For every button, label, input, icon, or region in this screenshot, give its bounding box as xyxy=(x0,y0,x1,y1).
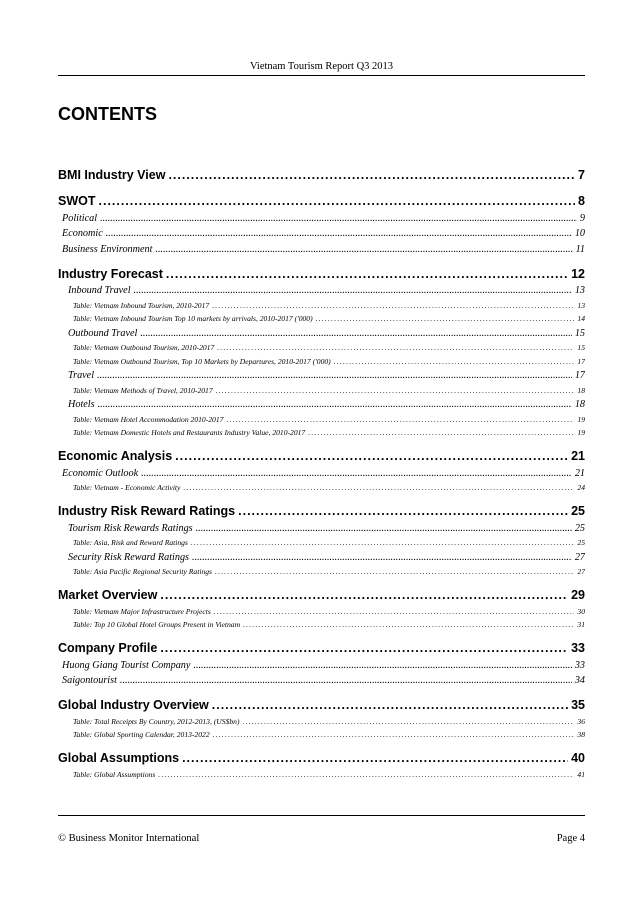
toc-subsection-entry[interactable] xyxy=(58,518,585,534)
running-header: Vietnam Tourism Report Q3 2013 xyxy=(249,61,394,72)
toc-entry-title: Table: Global Assumptions xyxy=(73,769,156,779)
toc-page-number: 17 xyxy=(577,356,585,366)
footer-copyright: © Business Monitor International xyxy=(58,833,200,844)
toc-entry-title: Table: Asia Pacific Regional Security Ratings xyxy=(73,567,212,576)
toc-section-entry[interactable] xyxy=(58,580,585,602)
toc-section-entry[interactable] xyxy=(58,441,585,463)
toc-entry-title: Table: Vietnam - Economic Activity xyxy=(73,483,181,492)
toc-entry-title: SWOT xyxy=(58,194,96,208)
toc-dot-leader xyxy=(214,607,575,616)
toc-table-entry[interactable] xyxy=(58,616,585,630)
toc-dot-leader xyxy=(97,370,572,381)
toc-page-number: 25 xyxy=(571,504,585,518)
toc-table-entry[interactable] xyxy=(58,479,585,493)
toc-entry-title: BMI Industry View xyxy=(58,168,166,182)
toc-page-number: 30 xyxy=(577,606,585,616)
toc-entry-title: Table: Top 10 Global Hotel Groups Present in Vietnam xyxy=(73,620,241,629)
toc-subsection-entry[interactable] xyxy=(58,224,585,240)
toc-entry-title: Saigontourist xyxy=(62,675,117,686)
toc-entry-title: Political xyxy=(62,212,98,224)
toc-dot-leader xyxy=(155,244,572,255)
toc-dot-leader xyxy=(243,717,575,726)
toc-dot-leader xyxy=(243,620,574,629)
toc-entry-title: Table: Vietnam Hotel Accommodation 2010-2017 xyxy=(73,414,224,424)
toc-entry-title: Table: Vietnam Inbound Tourism, 2010-2017 xyxy=(73,300,210,310)
toc-entry-title: Table: Total Receipts By Country, 2012-2013, (US$bn) xyxy=(73,716,240,726)
toc-page-number: 18 xyxy=(574,399,585,410)
toc-subsection-entry[interactable] xyxy=(58,547,585,563)
toc-page-number: 9 xyxy=(579,212,585,224)
toc-page-number: 36 xyxy=(577,716,585,726)
toc-entry-title: Company Profile xyxy=(58,641,158,655)
toc-page-number: 7 xyxy=(578,168,585,182)
toc-subsection-entry[interactable] xyxy=(58,323,585,339)
toc-dot-leader xyxy=(182,751,568,765)
toc-table-entry[interactable] xyxy=(58,310,585,324)
toc-dot-leader xyxy=(98,399,572,410)
toc-dot-leader xyxy=(316,314,575,323)
toc-dot-leader xyxy=(215,567,574,576)
toc-dot-leader xyxy=(216,386,575,395)
toc-entry-title: Table: Vietnam Major Infrastructure Projects xyxy=(73,606,211,616)
toc-subsection-entry[interactable] xyxy=(58,395,585,411)
toc-dot-leader xyxy=(196,523,572,534)
toc-dot-leader xyxy=(106,228,572,239)
toc-dot-leader xyxy=(212,301,574,310)
toc-table-entry[interactable] xyxy=(58,602,585,616)
toc-page-number: 27 xyxy=(577,567,585,576)
toc-entry-title: Table: Vietnam Domestic Hotels and Restaurants Industry Value, 2010-2017 xyxy=(73,428,306,437)
toc-section-entry[interactable] xyxy=(58,186,585,208)
toc-entry-title: Security Risk Reward Ratings xyxy=(68,551,190,563)
page-title: CONTENTS xyxy=(58,104,157,124)
toc-dot-leader xyxy=(191,538,575,547)
toc-page-number: 18 xyxy=(577,385,585,395)
toc-section-entry[interactable] xyxy=(58,633,585,655)
toc-subsection-entry[interactable] xyxy=(58,463,585,479)
toc-page-number: 25 xyxy=(574,522,585,534)
toc-section-entry[interactable] xyxy=(58,743,585,765)
toc-subsection-entry[interactable] xyxy=(58,281,585,297)
toc-page-number: 40 xyxy=(571,751,585,765)
toc-table-entry[interactable] xyxy=(58,534,585,548)
toc-page-number: 11 xyxy=(575,243,585,255)
toc-dot-leader xyxy=(160,641,568,655)
toc-dot-leader xyxy=(226,415,574,424)
toc-page-number: 29 xyxy=(571,588,585,602)
toc-page-number: 41 xyxy=(577,769,585,779)
toc-entry-title: Table: Vietnam Inbound Tourism Top 10 markets by arrivals, 2010-2017 ('000) xyxy=(73,314,313,323)
toc-dot-leader xyxy=(213,730,575,739)
toc-subsection-entry[interactable] xyxy=(58,208,585,224)
toc-entry-title: Huong Giang Tourist Company xyxy=(62,659,191,671)
toc-dot-leader xyxy=(158,770,574,779)
footer-rule xyxy=(58,815,585,816)
toc-table-entry[interactable] xyxy=(58,296,585,310)
toc-dot-leader xyxy=(193,660,571,671)
toc-dot-leader xyxy=(308,428,574,437)
toc-dot-leader xyxy=(217,343,574,352)
toc-dot-leader xyxy=(212,698,568,712)
toc-dot-leader xyxy=(192,552,572,563)
toc-dot-leader xyxy=(168,168,575,182)
toc-page-number: 13 xyxy=(574,285,585,296)
toc-entry-title: Travel xyxy=(68,370,95,381)
toc-page-number: 31 xyxy=(577,620,585,629)
toc-dot-leader xyxy=(160,588,568,602)
toc-subsection-entry[interactable] xyxy=(58,239,585,255)
toc-dot-leader xyxy=(334,357,575,366)
toc-page-number: 15 xyxy=(577,343,585,352)
toc-entry-title: Inbound Travel xyxy=(68,285,131,296)
toc-page-number: 33 xyxy=(571,641,585,655)
toc-dot-leader xyxy=(141,468,572,479)
toc-entry-title: Table: Vietnam Outbound Tourism, 2010-2017 xyxy=(73,343,215,352)
toc-table-entry[interactable] xyxy=(58,424,585,438)
toc-page-number: 34 xyxy=(574,675,585,686)
footer-page-number: Page 4 xyxy=(556,833,585,844)
toc-section-entry[interactable] xyxy=(58,259,585,281)
toc-subsection-entry[interactable] xyxy=(58,366,585,382)
toc-dot-leader xyxy=(166,267,568,281)
toc-page-number: 14 xyxy=(577,314,585,323)
toc-page-number: 19 xyxy=(577,414,585,424)
toc-section-entry[interactable] xyxy=(58,496,585,518)
toc-page-number: 19 xyxy=(577,428,585,437)
toc-table-entry[interactable] xyxy=(58,381,585,395)
toc-dot-leader xyxy=(99,194,576,208)
toc-entry-title: Outbound Travel xyxy=(68,327,138,339)
toc-entry-title: Table: Global Sporting Calendar, 2013-2022 xyxy=(73,730,210,739)
toc-dot-leader xyxy=(100,213,577,224)
toc-page-number: 33 xyxy=(574,659,585,671)
toc-table-entry[interactable] xyxy=(58,765,585,779)
toc-table-entry[interactable] xyxy=(58,563,585,577)
toc-entry-title: Hotels xyxy=(68,399,95,410)
toc-page-number: 12 xyxy=(571,266,585,281)
table-of-contents xyxy=(58,156,585,779)
toc-page-number: 15 xyxy=(574,327,585,339)
toc-entry-title: Table: Vietnam Outbound Tourism, Top 10 Markets by Departures, 2010-2017 ('000) xyxy=(73,356,331,366)
toc-entry-title: Economic Analysis xyxy=(58,449,173,463)
toc-section-entry[interactable] xyxy=(58,160,585,182)
toc-page-number: 35 xyxy=(571,698,585,712)
toc-table-entry[interactable] xyxy=(58,712,585,726)
toc-page-number: 17 xyxy=(574,370,585,381)
toc-table-entry[interactable] xyxy=(58,339,585,353)
toc-page-number: 21 xyxy=(571,449,585,463)
toc-page-number: 10 xyxy=(574,228,585,239)
toc-dot-leader xyxy=(120,675,572,686)
toc-page-number: 8 xyxy=(578,194,585,208)
toc-dot-leader xyxy=(175,449,568,463)
toc-entry-title: Table: Asia, Risk and Reward Ratings xyxy=(73,538,188,547)
toc-entry-title: Table: Vietnam Methods of Travel, 2010-2017 xyxy=(73,385,213,395)
toc-entry-title: Global Industry Overview xyxy=(58,698,209,712)
toc-page-number: 13 xyxy=(577,300,585,310)
toc-page-number: 27 xyxy=(574,551,585,563)
toc-entry-title: Industry Risk Reward Ratings xyxy=(58,504,236,518)
toc-table-entry[interactable] xyxy=(58,410,585,424)
toc-page-number: 25 xyxy=(577,538,585,547)
toc-entry-title: Economic xyxy=(62,228,103,239)
toc-entry-title: Market Overview xyxy=(58,588,158,602)
toc-entry-title: Economic Outlook xyxy=(62,467,139,479)
toc-table-entry[interactable] xyxy=(58,726,585,740)
toc-table-entry[interactable] xyxy=(58,352,585,366)
toc-dot-leader xyxy=(134,285,572,296)
toc-dot-leader xyxy=(183,483,574,492)
toc-entry-title: Industry Forecast xyxy=(58,266,163,281)
header-rule xyxy=(58,75,585,76)
toc-entry-title: Global Assumptions xyxy=(58,751,180,765)
toc-page-number: 24 xyxy=(577,483,585,492)
toc-dot-leader xyxy=(140,328,571,339)
toc-subsection-entry[interactable] xyxy=(58,671,585,687)
toc-page-number: 21 xyxy=(574,467,585,479)
toc-page-number: 38 xyxy=(577,730,585,739)
toc-entry-title: Tourism Risk Rewards Ratings xyxy=(68,522,193,534)
toc-subsection-entry[interactable] xyxy=(58,655,585,671)
toc-dot-leader xyxy=(238,504,568,518)
toc-section-entry[interactable] xyxy=(58,690,585,712)
toc-entry-title: Business Environment xyxy=(62,243,153,255)
